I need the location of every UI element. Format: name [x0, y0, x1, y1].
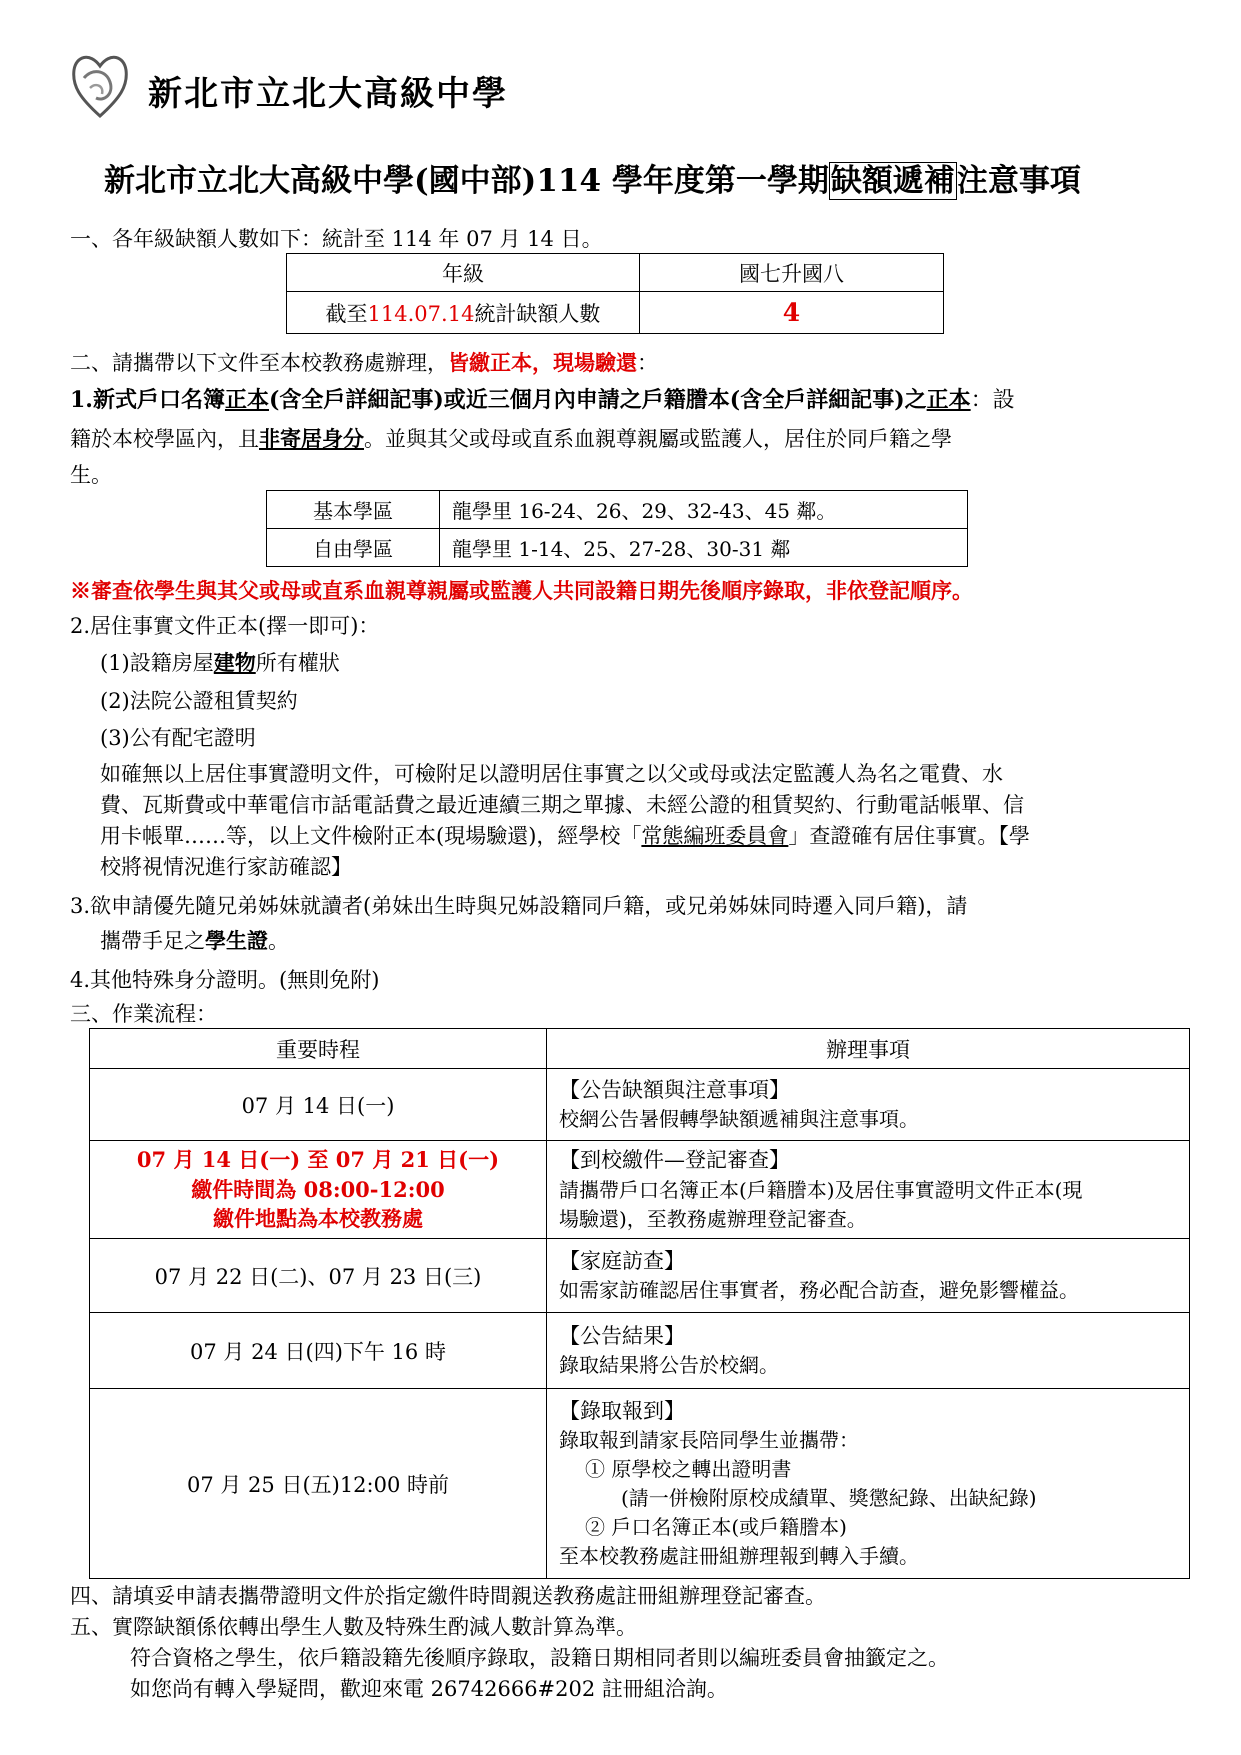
item4: 4.其他特殊身分證明。(無則免附) [70, 968, 380, 992]
item3-line1: 3.欲申請優先隨兄弟姊妹就讀者(弟妹出生時與兄姊設籍同戶籍，或兄弟姊妹同時遷入同戶籍)，請 [70, 894, 968, 918]
vacancy-value: 4 [640, 292, 944, 334]
process-detail: 【錄取報到】 錄取報到請家長陪同學生並攜帶： ① 原學校之轉出證明書 (請一併檢附原校成績單、獎懲紀錄、出缺紀錄) ② 戶口名簿正本(或戶籍謄本) 至本校教務處註冊組辦理報到轉入手續。 [547, 1389, 1190, 1579]
process-col1-header: 重要時程 [90, 1029, 547, 1069]
process-table [89, 1028, 1190, 1579]
vacancy-table [286, 253, 944, 334]
process-row [90, 1239, 1190, 1313]
process-date: 07 月 25 日(五)12:00 時前 [90, 1389, 547, 1579]
district-label: 自由學區 [267, 529, 440, 567]
district-value: 龍學里 1-14、25、27-28、30-31 鄰 [440, 529, 968, 567]
process-detail: 【公告缺額與注意事項】 校網公告暑假轉學缺額遞補與注意事項。 [547, 1069, 1190, 1141]
item2-heading: 2.居住事實文件正本(擇一即可)： [70, 614, 380, 638]
process-detail: 【家庭訪查】 如需家訪確認居住事實者，務必配合訪查，避免影響權益。 [547, 1239, 1190, 1313]
district-table [266, 490, 968, 567]
item1-line3: 生。 [70, 463, 112, 487]
process-detail: 【到校繳件—登記審查】 請攜帶戶口名簿正本(戶籍謄本)及居住事實證明文件正本(現 場驗還)，至教務處辦理登記審查。 [547, 1141, 1190, 1239]
process-row [90, 1141, 1190, 1239]
item1-line2: 籍於本校學區內，且非寄居身分。並與其父或母或直系血親尊親屬或監護人，居住於同戶籍之學 [70, 426, 952, 451]
item2-note-line3: 用卡帳單……等，以上文件檢附正本(現場驗還)，經學校「常態編班委員會」查證確有居住事實。【學 [100, 824, 1030, 848]
process-row [90, 1313, 1190, 1389]
section5-line3: 如您尚有轉入學疑問，歡迎來電 26742666#202 註冊組洽詢。 [130, 1677, 728, 1701]
school-logo [70, 48, 130, 120]
item2-note-line4: 校將視情況進行家訪確認】 [100, 855, 352, 879]
district-value: 龍學里 16-24、26、29、32-43、45 鄰。 [440, 491, 968, 529]
process-date: 07 月 14 日(一) [90, 1069, 547, 1141]
school-name: 新北市立北大高級中學 [148, 74, 508, 114]
section1-heading: 一、各年級缺額人數如下：統計至 114 年 07 月 14 日。 [70, 227, 603, 251]
process-detail: 【公告結果】 錄取結果將公告於校網。 [547, 1313, 1190, 1389]
title-part2: 注意事項 [956, 163, 1081, 199]
process-row [90, 1069, 1190, 1141]
process-date: 07 月 14 日(一) 至 07 月 21 日(一) 繳件時間為 08:00-12:00 繳件地點為本校教務處 [90, 1141, 547, 1239]
item2-note-line1: 如確無以上居住事實證明文件，可檢附足以證明居住事實之以父或母或法定監護人為名之電費、水 [100, 762, 1003, 786]
section5-line2: 符合資格之學生，依戶籍設籍先後順序錄取，設籍日期相同者則以編班委員會抽籤定之。 [130, 1646, 949, 1670]
vacancy-row-label: 截至114.07.14統計缺額人數 [287, 292, 640, 334]
section5-line1: 五、實際缺額係依轉出學生人數及特殊生酌減人數計算為準。 [70, 1615, 637, 1639]
section2-heading: 二、請攜帶以下文件至本校教務處辦理，皆繳正本，現場驗還： [70, 350, 658, 375]
process-date: 07 月 24 日(四)下午 16 時 [90, 1313, 547, 1389]
district-label: 基本學區 [267, 491, 440, 529]
section4: 四、請填妥申請表攜帶證明文件於指定繳件時間親送教務處註冊組辦理登記審查。 [70, 1584, 826, 1608]
process-row [90, 1389, 1190, 1579]
item2-sub2: (2)法院公證租賃契約 [100, 689, 298, 713]
process-col2-header: 辦理事項 [547, 1029, 1190, 1069]
item2-note-line2: 費、瓦斯費或中華電信市話電話費之最近連續三期之單據、未經公證的租賃契約、行動電話帳單、信 [100, 793, 1024, 817]
vacancy-col2-header: 國七升國八 [640, 254, 944, 292]
title-part1: 新北市立北大高級中學(國中部)114 學年度第一學期 [104, 163, 829, 199]
item2-sub3: (3)公有配宅證明 [100, 726, 256, 750]
process-date: 07 月 22 日(二)、07 月 23 日(三) [90, 1239, 547, 1313]
item1-line1: 1.新式戶口名簿正本(含全戶詳細記事)或近三個月內申請之戶籍謄本(含全戶詳細記事)之正本：設 [70, 387, 1015, 413]
item2-sub1: (1)設籍房屋建物所有權狀 [100, 650, 340, 675]
item3-line2: 攜帶手足之學生證。 [100, 928, 289, 953]
vacancy-col1-header: 年級 [287, 254, 640, 292]
notice-text: ※審查依學生與其父或母或直系血親尊親屬或監護人共同設籍日期先後順序錄取，非依登記順序。 [70, 578, 973, 603]
page-title [104, 155, 1081, 200]
section3-heading: 三、作業流程： [70, 1002, 217, 1026]
title-boxed: 缺額遞補 [830, 163, 955, 199]
